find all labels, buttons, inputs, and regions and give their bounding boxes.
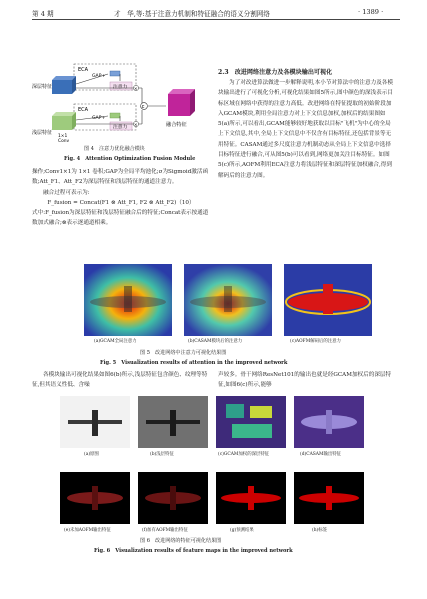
concat-node — [141, 103, 148, 110]
fig5a-caption: (a)GCAM全局注意力 — [94, 339, 137, 344]
deep-label: 深层特征 — [32, 84, 53, 90]
eca-label-top: ECA — [78, 67, 89, 73]
conv-label: Conv — [58, 139, 70, 142]
deep-feature-block — [52, 76, 76, 94]
conv-size-label: 1×1 — [58, 134, 68, 139]
fig6f-with-aofm — [138, 472, 208, 524]
fig6-caption-cn: 图 6 改进网络的特征可视化结果图 — [140, 538, 222, 544]
fig6h-caption: (h)标签 — [312, 528, 328, 533]
fig6d-caption: (d)CASAM输出特征 — [300, 452, 342, 457]
gap-block-bottom — [92, 113, 120, 121]
mid-right-text: 声较多。骨干网络ResNet101的输出也就是经GCAM加权后的深层特征,如图6(c)所示,能够 — [218, 372, 392, 389]
left-paragraph-2: 融合过程可表示为: — [43, 189, 90, 196]
svg-text:GAP+: GAP+ — [92, 116, 106, 121]
running-title: 才 华,等:基于注意力机制和特征融合的语义分割网络 — [114, 10, 270, 18]
attention-box-bottom — [110, 122, 132, 130]
svg-text:GAP+: GAP+ — [92, 74, 106, 79]
header-rule — [32, 19, 400, 20]
left-paragraph-3: 式中:F_fusion为深层特征和浅层特征融合后的特征;Concat表示按通道数加式融合;⊗表示逐通道相乘。 — [32, 210, 209, 227]
fuse-feature-block — [168, 89, 195, 116]
page-number: · 1389 · — [358, 8, 384, 16]
fig6g-prediction — [216, 472, 286, 524]
fig6d-casam — [294, 396, 364, 448]
shallow-label: 浅层特征 — [32, 130, 53, 136]
eca-label-bottom: ECA — [78, 107, 89, 113]
fig4-diagram — [32, 58, 210, 142]
fig4-caption-cn: 图 4 注意力优化融合模块 — [84, 146, 145, 152]
section-title: 2.3 改进网络注意力及各模块输出可视化 — [218, 69, 333, 76]
fig6e-caption: (e)未加AOFM输出特征 — [64, 528, 111, 533]
fig6c-caption: (c)GCAM加权的深层特征 — [218, 452, 270, 457]
fig6e-without-aofm — [60, 472, 130, 524]
fig6g-caption: (g)预测结果 — [230, 528, 254, 533]
fig5a-heatmap — [84, 264, 172, 336]
left-paragraph-1: 操作;Conv1×1为 1×1 卷积;GAP为全局平均池化;σ为Sigmoid激活函数;Att_F1、Att_F2为深层特征和浅层特征的通道注意力。 — [32, 169, 209, 186]
fig5c-caption: (c)AOFM解码后的注意力 — [290, 339, 341, 344]
fuse-label: 融合特征 — [166, 122, 187, 128]
fig5c-heatmap — [284, 264, 372, 336]
svg-text:c: c — [141, 104, 145, 110]
fig6b-shallow — [138, 396, 208, 448]
fig6-caption-en: Fig. 6 Visualization results of feature maps in the improved network — [94, 548, 293, 554]
journal-issue: 第 4 期 — [32, 10, 54, 18]
fig5-panels — [84, 264, 374, 336]
fig6a-caption: (a)原图 — [84, 452, 99, 457]
svg-text:注意力: 注意力 — [113, 125, 128, 130]
fig6b-caption: (b)浅层特征 — [150, 452, 174, 457]
fig6a-original — [60, 396, 130, 448]
fusion-formula: F_fusion = Concat(F1 ⊗ Att_F1, F2 ⊗ Att_F2)（10） — [47, 199, 195, 206]
attention-box-top — [110, 82, 132, 90]
svg-text:×: × — [133, 86, 138, 92]
left-column — [32, 167, 210, 229]
fig5-caption-en: Fig. 5 Visualization results of attention in the improved network — [100, 360, 288, 366]
svg-text:注意力: 注意力 — [113, 85, 128, 90]
fig6c-gcam — [216, 396, 286, 448]
mid-left-text: 各模块输出可视化结果如图6(b)所示,浅层特征包含颜色、纹理等特征,但其语义性低、含噪 — [32, 372, 208, 389]
fig5b-heatmap — [184, 264, 272, 336]
svg-text:×: × — [133, 122, 138, 128]
shallow-feature-block — [52, 112, 76, 130]
fig6f-caption: (f)加有AOFM输出特征 — [142, 528, 188, 533]
fig4-caption-en: Fig. 4 Attention Optimization Fusion Module — [64, 156, 196, 162]
fig5b-caption: (b)CASAM模块后的注意力 — [188, 339, 243, 344]
fig6-panels — [60, 396, 370, 532]
fig6h-label — [294, 472, 364, 524]
fig4-arrows — [76, 74, 166, 124]
fig5-caption-cn: 图 5 改进网络中注意力可视化结果图 — [140, 350, 227, 356]
right-paragraph: 为了对改进算法做进一步解释说明,本小节对算法中的注意力及各模块输出进行了可视化分析,可视化结果如图5所示,图中颜色的深浅表示目标区域在网络中获得的注意力高低。改进网络在特征提取的初始阶段加入GCAM模块,利用全局注意力对上下文信息加权,加权后的结果图如5(a)所示,可以看出,GCAM能够较好地获取以目标"飞机"为中心的全局上下文信息,其中,全局上下文信息中不仅含有目标特征,还包括背景等无用特征。CASAM通过多尺度注意力机制动态从全局上下文信息中选择目标特征进行融合,可从图5(b)可以看到,网络更加关注目标特征。如图5(c)所示,AOFM利用ECA注意力将浅层特征和深层特征加权融合,得到解码后的注意力图。 — [218, 80, 393, 179]
